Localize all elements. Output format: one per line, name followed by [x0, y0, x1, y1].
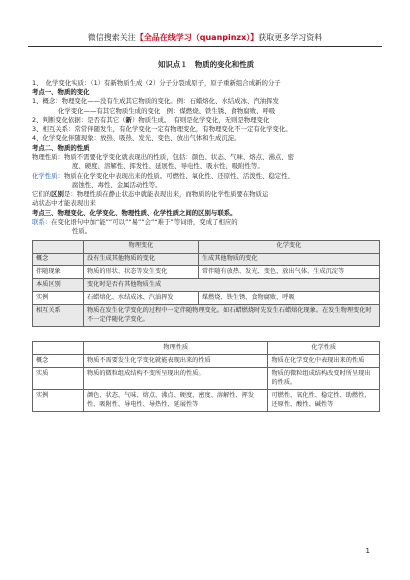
header-divider [28, 46, 382, 47]
table-header-row [33, 342, 380, 355]
difference-line2: 动状态中才能表现出来 [32, 199, 96, 208]
table-cell: 颜色、状态、气味、熔点、沸点、硬度、密度、溶解性、挥发性、吸附性、导电性、导热性、延展性等 [84, 390, 268, 412]
document-body [32, 60, 380, 412]
link-text1: 在变化语句中加“能”“可以”“易”“会”“难于”等词语，变成了相应的 [51, 217, 238, 226]
property-comparison-table [32, 341, 380, 412]
row-label: 实例 [33, 292, 84, 305]
chemical-property-text1: 物质在化学变化中表现出来的性质。可燃性、氧化性、还原性、活泼性、稳定性、 [63, 171, 295, 180]
table-cell: 石蜡熔化、水结成冰、汽油挥发 [84, 292, 199, 305]
table-cell: 煤燃烧、铁生锈、食物腐败、呼吸 [198, 292, 379, 305]
point1-line3 [32, 116, 380, 125]
table-cell: 变化时是否有其他物质生成 [84, 279, 380, 292]
chemical-property-line2: 腐蚀性、毒性、金属活动性等。 [72, 180, 162, 189]
row-label: 概念 [33, 355, 84, 368]
chemical-property-line1 [32, 172, 380, 181]
link-label: 联系： [32, 217, 52, 226]
table-row [33, 292, 380, 305]
table-row [33, 355, 380, 368]
row-label: 伴随现象 [33, 266, 84, 279]
table-header-cell: 化学性质 [268, 342, 380, 355]
table-cell: 生成其他物质的变化 [198, 253, 379, 266]
page-number: 1 [365, 546, 370, 555]
table-cell: 物质不需要发生化学变化就能表现出来的性质 [84, 355, 268, 368]
point1-line2: 化学变化——有其它物质生成的变化 例：煤燃烧、铁生锈、食物腐败、呼吸 [58, 106, 276, 115]
link-line2: 性质。 [72, 227, 92, 236]
point2-heading: 考点二、物质的性质 [32, 143, 90, 152]
point1-line3b: 新 [125, 115, 132, 124]
point1-line3c: ）物质生成。 有则是化学变化，无则是物理变化 [131, 115, 270, 124]
table-cell: 物质在发生化学变化的过程中一定伴随物理变化。如石蜡燃烧时先发生石蜡熔化现象。在发生物理变化时不一定伴随化学变化。 [84, 305, 380, 327]
table-cell: 物质的微粒组成结构改变时所呈现出的性质。 [268, 368, 380, 390]
point1-line4: 3、相互关系：常常伴随发生，有化学变化一定有物理变化，有物理变化不一定有化学变化。 [32, 125, 292, 134]
table-cell: 物质在化学变化中表现出来的性质 [268, 355, 380, 368]
table-cell: 物质的微粒组成结构不变所呈现出的性质。 [84, 368, 268, 390]
row-label: 相互关系 [33, 305, 84, 327]
table-header-cell: 物理变化 [84, 240, 199, 253]
table-header-cell [33, 342, 84, 355]
header-highlight: 【全品在线学习（quanpinzx）】 [135, 33, 259, 42]
point1-line5: 4、化学变化伴随现象：放热、吸热、发光、变色、放出气体和生成沉淀。 [32, 134, 241, 143]
intro-text: 化学变化实质：（1）有新物质生成（2）分子分裂成原子，原子重新组合成新的分子 [45, 78, 281, 87]
point1-line1: 1、概念：物理变化——没有生成其它物质的变化。例：石蜡熔化、水结成冰、汽油挥发 [32, 97, 279, 106]
table-header-row [33, 240, 380, 253]
row-label: 实例 [33, 390, 84, 412]
link-line1 [32, 218, 380, 227]
change-comparison-table [32, 240, 380, 328]
intro-line [32, 79, 380, 88]
table-cell: 可燃性、氧化性、稳定性、助燃性、还原性、酸性、碱性等 [268, 390, 380, 412]
table-header-cell [33, 240, 84, 253]
difference-line1 [32, 190, 380, 199]
table-cell: 没有生成其他物质的变化 [84, 253, 199, 266]
table-row [33, 390, 380, 412]
point1-line3a: 2、判断变化依据：是否有其它（ [32, 115, 126, 124]
difference-label-a: 它们的 [32, 190, 52, 199]
header-prefix: 微信搜索关注 [87, 33, 136, 42]
table-row [33, 253, 380, 266]
section-title: 知识点１ 物质的变化和性质 [157, 60, 255, 69]
difference-label-b: 区别 [51, 190, 64, 199]
physical-property-label: 物理性质： [32, 152, 64, 161]
header-suffix: 获取更多学习资料 [258, 33, 323, 42]
table-header-cell: 化学变化 [198, 240, 379, 253]
row-label: 实质 [33, 368, 84, 390]
row-label: 概念 [33, 253, 84, 266]
point1-heading: 考点一、物质的变化 [32, 88, 90, 97]
page-header [0, 32, 410, 44]
difference-text1: 物理性质在静止状态中就能表现出来，而物质的化学性质要在物质运 [76, 190, 269, 199]
physical-property-text1: 物质不需要化学变化就表现出的性质，包括：颜色、状态、气味、熔点、沸点、密 [63, 152, 295, 161]
table-header-cell: 物理性质 [84, 342, 268, 355]
table-cell: 物质的形状、状态等发生变化 [84, 266, 199, 279]
table-row [33, 305, 380, 327]
table-row [33, 368, 380, 390]
intro-num: 1、 [32, 78, 40, 87]
table-row [33, 266, 380, 279]
point3-heading: 考点三、物理变化、化学变化、物理性质、化学性质之间的区别与联系。 [32, 208, 237, 217]
row-label: 本质区别 [33, 279, 84, 292]
table-cell: 常伴随有放热、发光、变色，放出气体、生成沉淀等 [198, 266, 379, 279]
physical-property-line1 [32, 153, 380, 162]
difference-label-c: 是： [63, 190, 77, 199]
table-row [33, 279, 380, 292]
chemical-property-label: 化学性质： [32, 171, 64, 180]
physical-property-line2: 度、硬度、溶解性、挥发性、延展性、导电性、吸水性、吸附性等。 [72, 162, 264, 171]
